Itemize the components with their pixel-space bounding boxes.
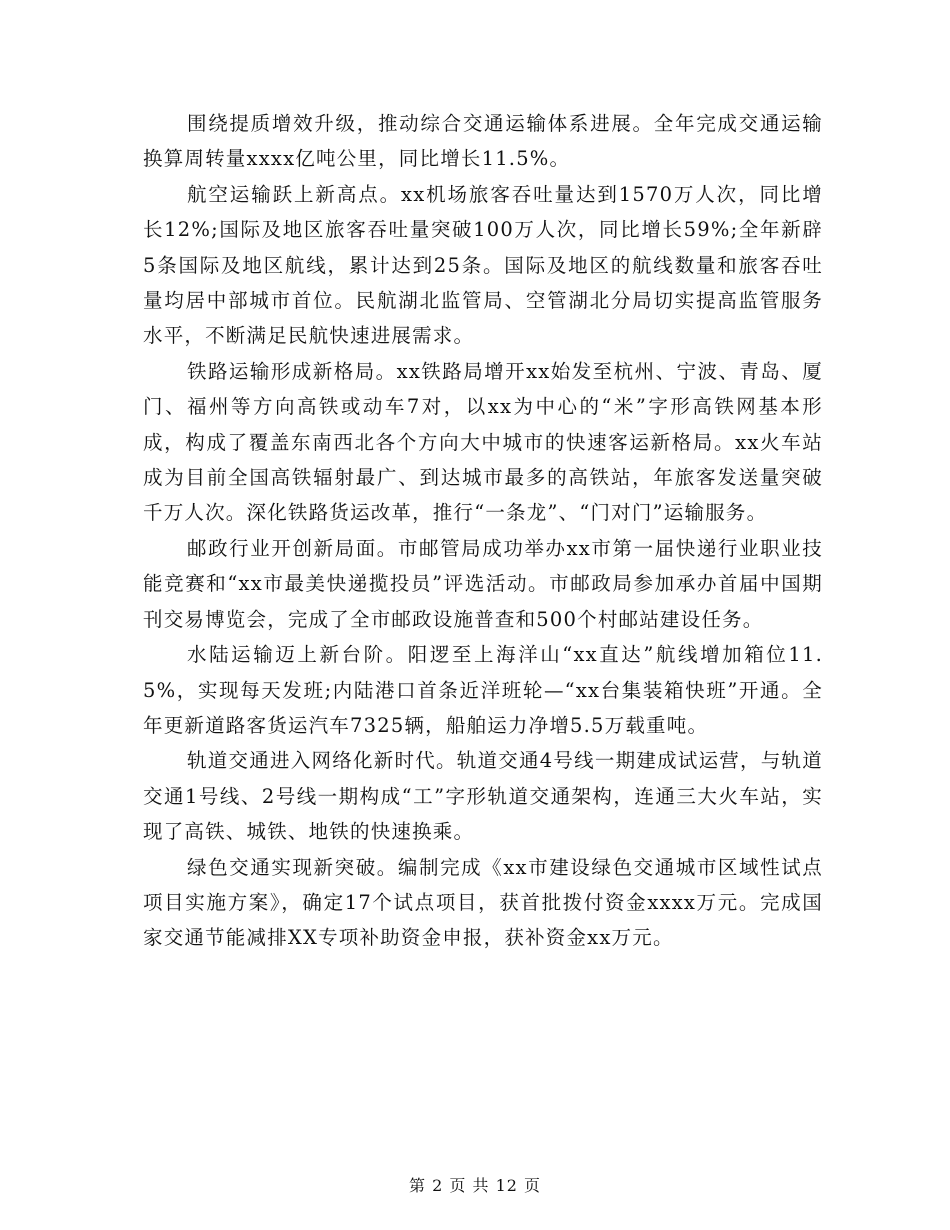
page-footer bbox=[0, 1173, 950, 1196]
paragraph-aviation: 航空运输跃上新高点。xx机场旅客吞吐量达到1570万人次，同比增长12%;国际及地区旅客吞吐量突破100万人次，同比增长59%;全年新辟5条国际及地区航线，累计达到25条。国际及地区的航线数量和旅客吞吐量均居中部城市首位。民航湖北监管局、空管湖北分局切实提高监管服务水平，不断满足民航快速进展需求。 bbox=[143, 182, 823, 348]
paragraph-rail-transit: 轨道交通进入网络化新时代。轨道交通4号线一期建成试运营，与轨道交通1号线、2号线一期构成“工”字形轨道交通架构，连通三大火车站，实现了高铁、城铁、地铁的快速换乘。 bbox=[143, 749, 823, 844]
paragraph-railway: 铁路运输形成新格局。xx铁路局增开xx始发至杭州、宁波、青岛、厦门、福州等方向高铁或动车7对，以xx为中心的“米”字形高铁网基本形成，构成了覆盖东南西北各个方向大中城市的快速客运新格局。xx火车站成为目前全国高铁辐射最广、到达城市最多的高铁站，年旅客发送量突破千万人次。深化铁路货运改革，推行“一条龙”、“门对门”运输服务。 bbox=[143, 359, 823, 525]
paragraph-postal: 邮政行业开创新局面。市邮管局成功举办xx市第一届快递行业职业技能竞赛和“xx市最美快递揽投员”评选活动。市邮政局参加承办首届中国期刊交易博览会，完成了全市邮政设施普查和500个村邮站建设任务。 bbox=[143, 536, 823, 631]
footer-label-ye: 页 bbox=[449, 1176, 467, 1195]
paragraph-water-land: 水陆运输迈上新台阶。阳逻至上海洋山“xx直达”航线增加箱位11.5%，实现每天发班;内陆港口首条近洋班轮—“xx台集装箱快班”开通。全年更新道路客货运汽车7325辆，船舶运力净增5.5万载重吨。 bbox=[143, 643, 823, 737]
paragraph-transport-system: 围绕提质增效升级，推动综合交通运输体系进展。全年完成交通运输换算周转量xxxx亿吨公里，同比增长11.5%。 bbox=[143, 112, 823, 171]
document-body bbox=[143, 106, 823, 956]
footer-label-di: 第 bbox=[408, 1176, 426, 1195]
footer-label-gong: 共 bbox=[472, 1176, 490, 1195]
footer-total-pages: 12 bbox=[495, 1176, 518, 1195]
paragraph-green-transport: 绿色交通实现新突破。编制完成《xx市建设绿色交通城市区域性试点项目实施方案》，确定17个试点项目，获首批拨付资金xxxx万元。完成国家交通节能减排XX专项补助资金申报，获补资金xx万元。 bbox=[143, 855, 823, 950]
footer-label-ye-2: 页 bbox=[524, 1176, 542, 1195]
footer-current-page: 2 bbox=[432, 1176, 444, 1195]
